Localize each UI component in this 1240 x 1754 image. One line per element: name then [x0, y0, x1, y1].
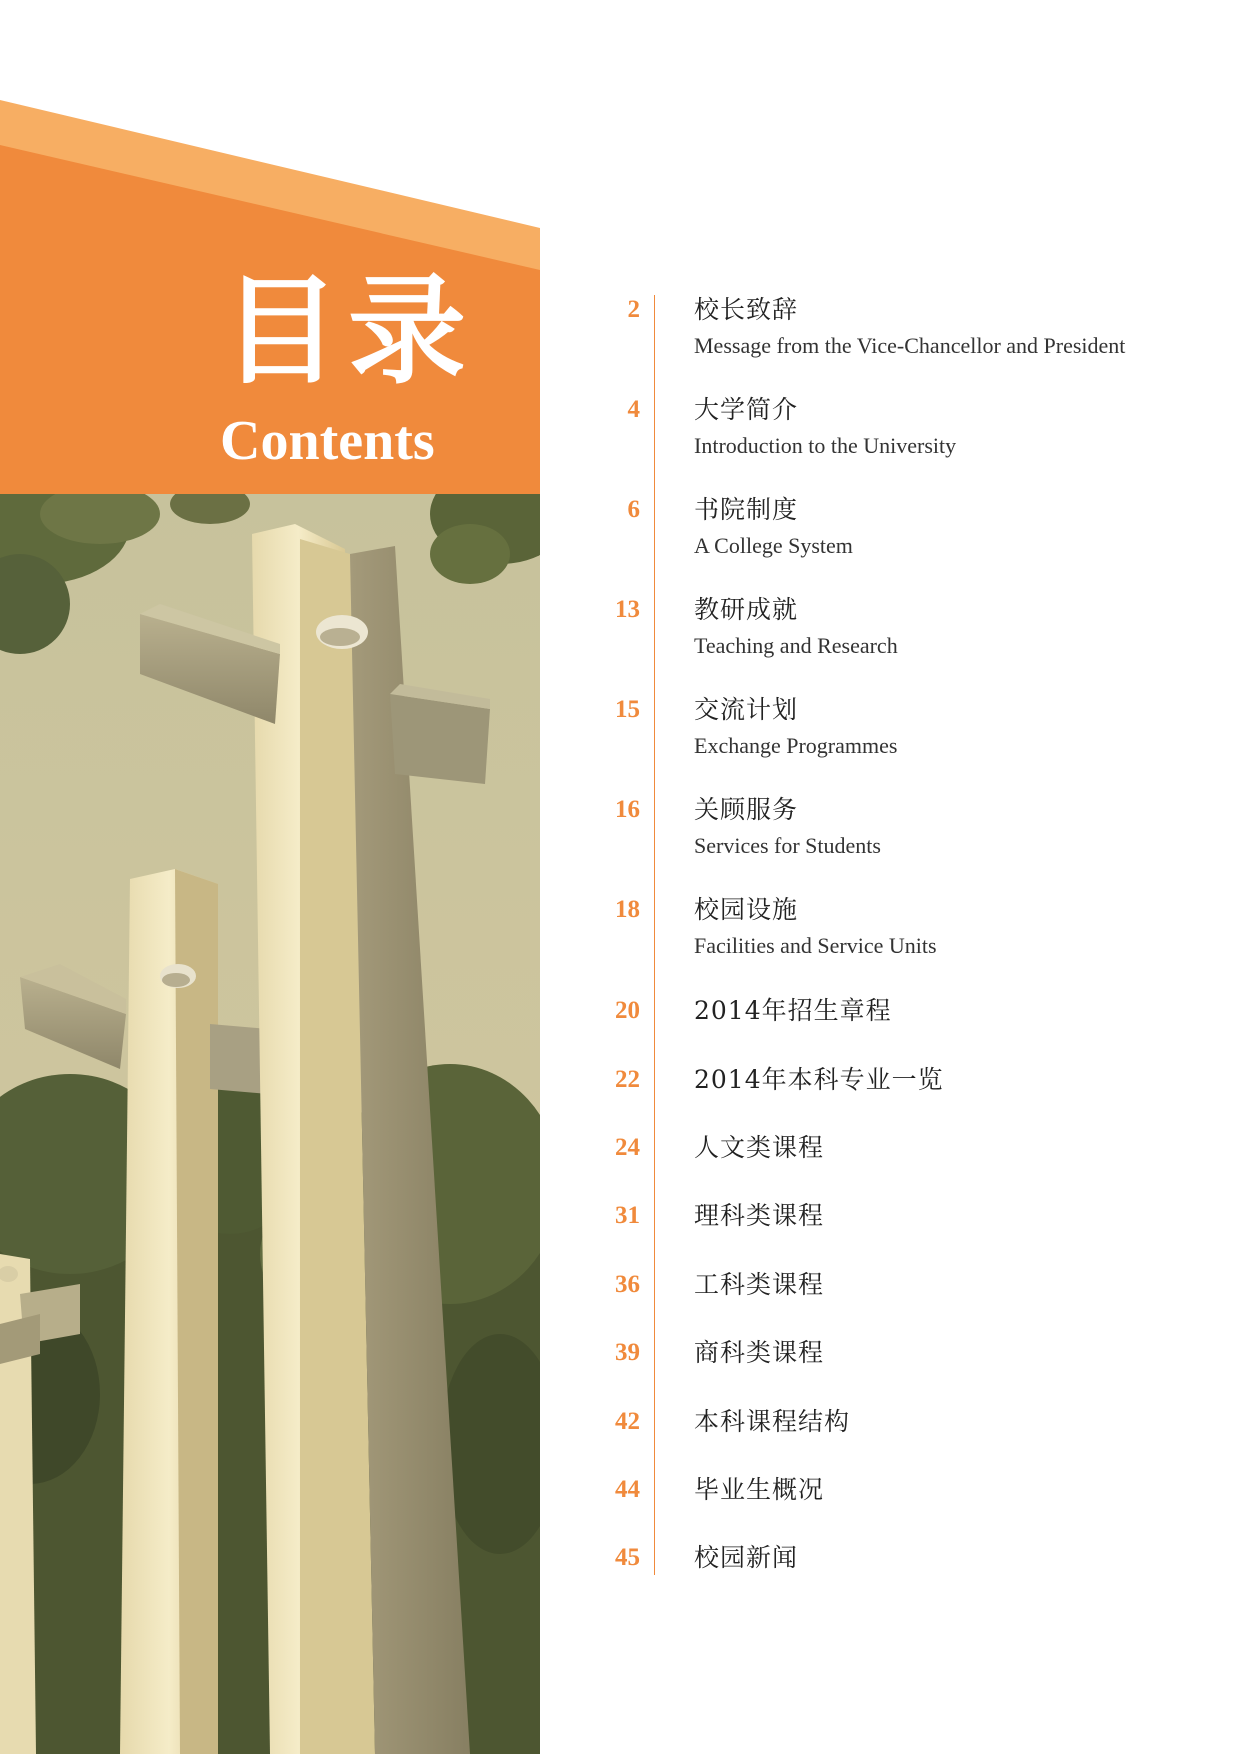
toc-title-chinese: 2014年招生章程: [694, 996, 892, 1025]
toc-title-chinese: 书院制度: [694, 495, 799, 524]
toc-page-number: 4: [627, 396, 640, 423]
page-title-chinese: 目录: [222, 261, 475, 400]
toc-page-number: 45: [615, 1544, 640, 1571]
toc-title-chinese: 工科类课程: [694, 1270, 825, 1299]
toc-title-english: Teaching and Research: [694, 633, 898, 658]
toc-page-number: 36: [615, 1271, 640, 1298]
toc-title-english: Facilities and Service Units: [694, 933, 937, 958]
toc-page-number: 15: [615, 696, 640, 723]
campus-sculpture-photo: [0, 494, 540, 1754]
toc-title-chinese: 理科类课程: [694, 1201, 825, 1230]
toc-title-chinese: 毕业生概况: [694, 1475, 825, 1504]
toc-title-chinese: 本科课程结构: [694, 1407, 851, 1436]
page-title-english: Contents: [220, 410, 435, 472]
toc-title-english: Exchange Programmes: [694, 733, 898, 758]
toc-title-english: Message from the Vice-Chancellor and President: [694, 333, 1126, 358]
toc-title-chinese: 校园设施: [694, 895, 799, 924]
toc-page-number: 6: [627, 496, 640, 523]
toc-page-number: 39: [615, 1339, 640, 1366]
toc-page-number: 20: [615, 997, 640, 1024]
toc-page-number: 24: [615, 1134, 640, 1161]
toc-title-chinese: 校园新闻: [694, 1543, 799, 1572]
toc-title-english: Services for Students: [694, 833, 881, 858]
toc-title-chinese: 交流计划: [694, 695, 799, 724]
toc-page-number: 44: [615, 1476, 640, 1503]
toc-title-english: A College System: [694, 533, 853, 558]
toc-divider: [654, 295, 655, 1575]
toc-title-chinese: 大学简介: [694, 395, 799, 424]
toc-page-number: 42: [615, 1408, 640, 1435]
toc-page-number: 18: [615, 896, 640, 923]
toc-title-chinese: 关顾服务: [694, 795, 799, 824]
toc-title-chinese: 2014年本科专业一览: [694, 1065, 944, 1094]
toc-page-number: 22: [615, 1066, 640, 1093]
toc-title-chinese: 教研成就: [694, 595, 799, 624]
toc-title-chinese: 人文类课程: [694, 1133, 825, 1162]
toc-page-number: 2: [627, 296, 640, 323]
toc-page-number: 13: [615, 596, 640, 623]
toc-title-english: Introduction to the University: [694, 433, 957, 458]
toc-page-number: 16: [615, 796, 640, 823]
toc-page-number: 31: [615, 1202, 640, 1229]
toc-title-chinese: 校长致辞: [694, 295, 799, 324]
toc-title-chinese: 商科类课程: [694, 1338, 825, 1367]
